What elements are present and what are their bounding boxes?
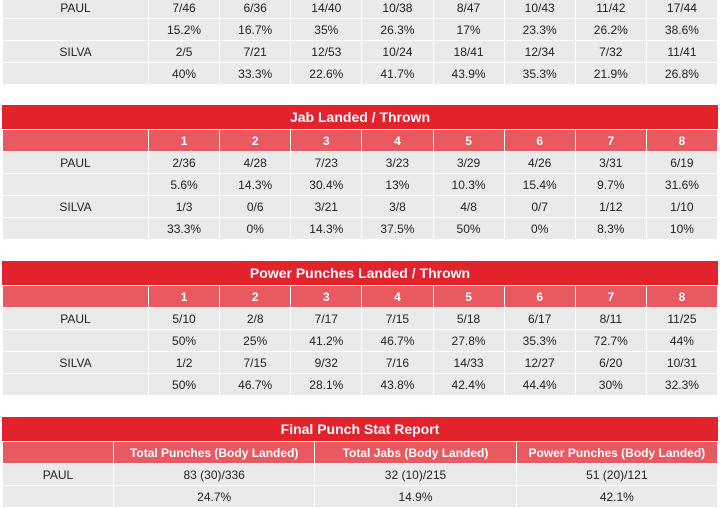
landed-thrown-cell: 2/5 (149, 41, 220, 63)
landed-thrown-cell: 6/17 (504, 308, 575, 330)
percentage-cell: 26.2% (575, 19, 646, 41)
stat-header: Total Punches (Body Landed) (114, 442, 315, 464)
percentage-cell: 14.9% (315, 486, 516, 508)
fighter-name: PAUL (3, 464, 114, 486)
percentage-cell: 8.3% (575, 218, 646, 240)
percentage-cell: 33.3% (220, 63, 291, 85)
landed-thrown-cell: 0/6 (220, 196, 291, 218)
round-header: 7 (575, 286, 646, 308)
percentage-cell: 35.3% (504, 330, 575, 352)
landed-thrown-cell: 12/27 (504, 352, 575, 374)
landed-thrown-cell: 2/36 (149, 152, 220, 174)
stat-value-cell: 83 (30)/336 (114, 464, 315, 486)
landed-thrown-cell: 14/33 (433, 352, 504, 374)
round-header: 3 (291, 286, 362, 308)
landed-thrown-cell: 1/3 (149, 196, 220, 218)
landed-thrown-cell: 1/10 (646, 196, 717, 218)
percentage-cell: 25% (220, 330, 291, 352)
empty-name-cell (3, 19, 149, 41)
header-blank-cell (3, 286, 149, 308)
empty-name-cell (3, 330, 149, 352)
landed-thrown-cell: 0/7 (504, 196, 575, 218)
fighter-name: PAUL (3, 152, 149, 174)
percentage-cell: 46.7% (362, 330, 433, 352)
landed-thrown-cell: 4/8 (433, 196, 504, 218)
landed-thrown-cell: 5/10 (149, 308, 220, 330)
table-row (3, 352, 718, 374)
percentage-cell: 32.3% (646, 374, 717, 396)
jab-section (2, 105, 718, 240)
jab-table (2, 129, 718, 240)
landed-thrown-cell: 6/36 (220, 0, 291, 19)
final-report-title: Final Punch Stat Report (2, 417, 718, 441)
percentage-cell: 23.3% (504, 19, 575, 41)
percentage-cell: 43.8% (362, 374, 433, 396)
power-title: Power Punches Landed / Thrown (2, 261, 718, 285)
table-row (3, 41, 718, 63)
landed-thrown-cell: 7/17 (291, 308, 362, 330)
round-header: 1 (149, 130, 220, 152)
landed-thrown-cell: 3/8 (362, 196, 433, 218)
landed-thrown-cell: 4/28 (220, 152, 291, 174)
round-header: 6 (504, 130, 575, 152)
percentage-cell: 30% (575, 374, 646, 396)
landed-thrown-cell: 3/29 (433, 152, 504, 174)
landed-thrown-cell: 10/31 (646, 352, 717, 374)
percentage-cell: 26.8% (646, 63, 717, 85)
percentage-cell: 35.3% (504, 63, 575, 85)
percentage-cell: 16.7% (220, 19, 291, 41)
percentage-cell: 33.3% (149, 218, 220, 240)
landed-thrown-cell: 5/18 (433, 308, 504, 330)
empty-name-cell (3, 63, 149, 85)
stat-header: Total Jabs (Body Landed) (315, 442, 516, 464)
percentage-cell: 13% (362, 174, 433, 196)
round-header: 8 (646, 130, 717, 152)
landed-thrown-cell: 8/11 (575, 308, 646, 330)
landed-thrown-cell: 3/31 (575, 152, 646, 174)
percentage-cell: 21.9% (575, 63, 646, 85)
percentage-cell: 9.7% (575, 174, 646, 196)
percentage-cell: 50% (149, 330, 220, 352)
landed-thrown-cell: 3/23 (362, 152, 433, 174)
percentage-cell: 14.3% (291, 218, 362, 240)
landed-thrown-cell: 11/25 (646, 308, 717, 330)
landed-thrown-cell: 8/47 (433, 0, 504, 19)
percentage-cell: 5.6% (149, 174, 220, 196)
final-report-table (2, 441, 718, 508)
percentage-cell: 0% (220, 218, 291, 240)
table-row (3, 152, 718, 174)
percentage-cell: 0% (504, 218, 575, 240)
percentage-cell: 41.7% (362, 63, 433, 85)
percentage-cell: 15.4% (504, 174, 575, 196)
landed-thrown-cell: 7/21 (220, 41, 291, 63)
fighter-name: PAUL (3, 0, 149, 19)
fighter-name: SILVA (3, 352, 149, 374)
final-report-section (2, 417, 718, 508)
table-row (3, 486, 718, 508)
landed-thrown-cell: 11/41 (646, 41, 717, 63)
percentage-cell: 27.8% (433, 330, 504, 352)
percentage-cell: 35% (291, 19, 362, 41)
landed-thrown-cell: 3/21 (291, 196, 362, 218)
table-row (3, 218, 718, 240)
table-row (3, 174, 718, 196)
percentage-cell: 28.1% (291, 374, 362, 396)
table-row (3, 330, 718, 352)
table-row (3, 374, 718, 396)
empty-name-cell (3, 174, 149, 196)
landed-thrown-cell: 1/2 (149, 352, 220, 374)
percentage-cell: 42.4% (433, 374, 504, 396)
percentage-cell: 46.7% (220, 374, 291, 396)
percentage-cell: 72.7% (575, 330, 646, 352)
round-header: 2 (220, 130, 291, 152)
landed-thrown-cell: 10/24 (362, 41, 433, 63)
header-blank-cell (3, 130, 149, 152)
round-header: 5 (433, 286, 504, 308)
percentage-cell: 38.6% (646, 19, 717, 41)
landed-thrown-cell: 7/32 (575, 41, 646, 63)
fighter-name: SILVA (3, 41, 149, 63)
landed-thrown-cell: 17/44 (646, 0, 717, 19)
empty-name-cell (3, 486, 114, 508)
percentage-cell: 30.4% (291, 174, 362, 196)
stat-header: Power Punches (Body Landed) (516, 442, 717, 464)
landed-thrown-cell: 6/19 (646, 152, 717, 174)
landed-thrown-cell: 7/16 (362, 352, 433, 374)
landed-thrown-cell: 1/12 (575, 196, 646, 218)
round-header: 3 (291, 130, 362, 152)
landed-thrown-cell: 9/32 (291, 352, 362, 374)
landed-thrown-cell: 6/20 (575, 352, 646, 374)
landed-thrown-cell: 7/15 (220, 352, 291, 374)
percentage-cell: 44.4% (504, 374, 575, 396)
fighter-name: SILVA (3, 196, 149, 218)
landed-thrown-cell: 10/38 (362, 0, 433, 19)
percentage-cell: 17% (433, 19, 504, 41)
table-row (3, 196, 718, 218)
landed-thrown-cell: 12/34 (504, 41, 575, 63)
percentage-cell: 10% (646, 218, 717, 240)
fighter-name: PAUL (3, 308, 149, 330)
table-row (3, 19, 718, 41)
landed-thrown-cell: 11/42 (575, 0, 646, 19)
table-row (3, 0, 718, 19)
empty-name-cell (3, 374, 149, 396)
percentage-cell: 15.2% (149, 19, 220, 41)
landed-thrown-cell: 4/26 (504, 152, 575, 174)
header-blank-cell (3, 442, 114, 464)
power-table (2, 285, 718, 396)
landed-thrown-cell: 7/15 (362, 308, 433, 330)
landed-thrown-cell: 14/40 (291, 0, 362, 19)
table-row (3, 63, 718, 85)
percentage-cell: 50% (433, 218, 504, 240)
power-section (2, 261, 718, 396)
percentage-cell: 44% (646, 330, 717, 352)
percentage-cell: 42.1% (516, 486, 717, 508)
round-header: 2 (220, 286, 291, 308)
total-punches-section (2, 0, 718, 85)
percentage-cell: 40% (149, 63, 220, 85)
landed-thrown-cell: 7/23 (291, 152, 362, 174)
empty-name-cell (3, 218, 149, 240)
round-header: 4 (362, 130, 433, 152)
round-header: 8 (646, 286, 717, 308)
percentage-cell: 50% (149, 374, 220, 396)
percentage-cell: 31.6% (646, 174, 717, 196)
percentage-cell: 43.9% (433, 63, 504, 85)
landed-thrown-cell: 18/41 (433, 41, 504, 63)
jab-title: Jab Landed / Thrown (2, 105, 718, 129)
round-header: 6 (504, 286, 575, 308)
table-row (3, 464, 718, 486)
round-header: 4 (362, 286, 433, 308)
percentage-cell: 26.3% (362, 19, 433, 41)
stat-value-cell: 51 (20)/121 (516, 464, 717, 486)
percentage-cell: 24.7% (114, 486, 315, 508)
table-row (3, 308, 718, 330)
stat-value-cell: 32 (10)/215 (315, 464, 516, 486)
percentage-cell: 22.6% (291, 63, 362, 85)
round-header: 7 (575, 130, 646, 152)
landed-thrown-cell: 12/53 (291, 41, 362, 63)
landed-thrown-cell: 2/8 (220, 308, 291, 330)
percentage-cell: 14.3% (220, 174, 291, 196)
round-header: 5 (433, 130, 504, 152)
total-punches-table (2, 0, 718, 85)
landed-thrown-cell: 7/46 (149, 0, 220, 19)
percentage-cell: 41.2% (291, 330, 362, 352)
percentage-cell: 10.3% (433, 174, 504, 196)
round-header: 1 (149, 286, 220, 308)
percentage-cell: 37.5% (362, 218, 433, 240)
landed-thrown-cell: 10/43 (504, 0, 575, 19)
